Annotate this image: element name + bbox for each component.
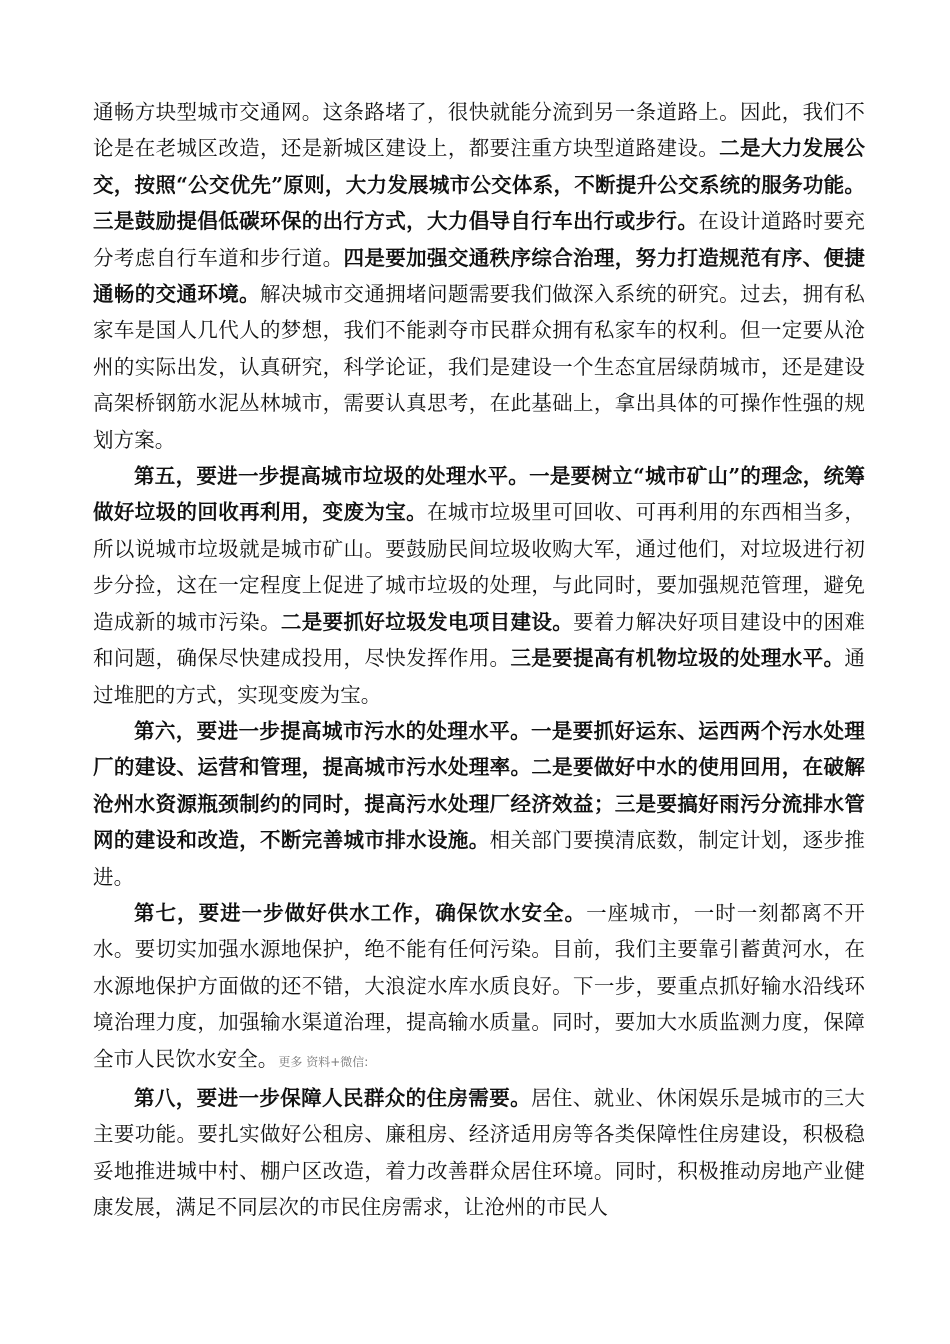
text-run: 在城市垃圾里可回收、可再利用的东西相当多，所以说城市垃圾就是城市矿山。要鼓励民间垃圾收购大军，通过他们，对垃圾进行初步分捡，这在一定程度上促进了城市垃圾的处理，与此同时，要加强规范管理，避免造成新的城市污染。 <box>93 500 865 634</box>
text-run: 通过堆肥的方式，实现变废为宝。 <box>93 646 865 707</box>
bold-run: 第八，要进一步保障人民群众的住房需要。 <box>134 1085 531 1110</box>
bold-run: 第六，要进一步提高城市污水的处理水平。一是要抓好运东、运西两个污水处理厂的建设、运营和管理，提高城市污水处理率。二是要做好中水的使用回用，在破解沧州水资源瓶颈制约的同时，提高污水处理厂经济效益；三是要搞好雨污分流排水管网的建设和改造，不断完善城市排水设施。 <box>93 718 865 853</box>
bold-run: 第五，要进一步提高城市垃圾的处理水平。一是要树立“城市矿山”的理念，统筹做好垃圾的回收再利用，变废为宝。 <box>93 464 865 525</box>
text-run: 要着力解决好项目建设中的困难和问题，确保尽快建成投用，尽快发挥作用。 <box>93 609 865 671</box>
paragraph-5 <box>93 1080 865 1226</box>
bold-run: 第七，要进一步做好供水工作，确保饮水安全。 <box>134 900 587 925</box>
text-run: 居住、就业、休闲娱乐是城市的三大主要功能。要扎实做好公租房、廉租房、经济适用房等各类保障性住房建设，积极稳妥地推进城中村、棚户区改造，着力改善群众居住环境。同时，积极推动房地产业健康发展，满足不同层次的市民住房需求，让沧州的市民人 <box>93 1085 865 1220</box>
text-run: 在设计道路时要充分考虑自行车道和步行道。 <box>93 209 865 270</box>
paragraph-3 <box>93 713 865 895</box>
text-run: 相关部门要摸清底数，制定计划，逐步推进。 <box>93 828 865 889</box>
watermark-note: 更多 资料+微信: <box>278 1054 369 1069</box>
bold-run: 四是要加强交通秩序综合治理，努力打造规范有序、便捷通畅的交通环境。 <box>93 245 865 307</box>
paragraph-2 <box>93 458 865 713</box>
text-run: 解决城市交通拥堵问题需要我们做深入系统的研究。过去，拥有私家车是国人几代人的梦想，我们不能剥夺市民群众拥有私家车的权利。但一定要从沧州的实际出发，认真研究，科学论证，我们是建设一个生态宜居绿荫城市，还是建设高架桥钢筋水泥丛林城市，需要认真思考，在此基础上，拿出具体的可操作性强的规划方案。 <box>93 282 865 452</box>
paragraph-1 <box>93 94 865 458</box>
bold-run: 三是要提高有机物垃圾的处理水平。 <box>510 646 845 671</box>
paragraph-4 <box>93 895 865 1080</box>
document-page <box>93 94 865 1226</box>
bold-run: 二是大力发展公交，按照“公交优先”原则，大力发展城市公交体系，不断提升公交系统的服务功能。三是鼓励提倡低碳环保的出行方式，大力倡导自行车出行或步行。 <box>93 136 866 234</box>
text-run: 一座城市，一时一刻都离不开水。要切实加强水源地保护，绝不能有任何污染。目前，我们主要靠引蓄黄河水，在水源地保护方面做的还不错，大浪淀水库水质良好。下一步，要重点抓好输水沿线环境治理力度，加强输水渠道治理，提高输水质量。同时，要加大水质监测力度，保障全市人民饮水安全。 <box>93 900 865 1071</box>
text-run: 通畅方块型城市交通网。这条路堵了，很快就能分流到另一条道路上。因此，我们不论是在老城区改造，还是新城区建设上，都要注重方块型道路建设。 <box>93 100 865 161</box>
bold-run: 二是要抓好垃圾发电项目建设。 <box>280 609 574 634</box>
